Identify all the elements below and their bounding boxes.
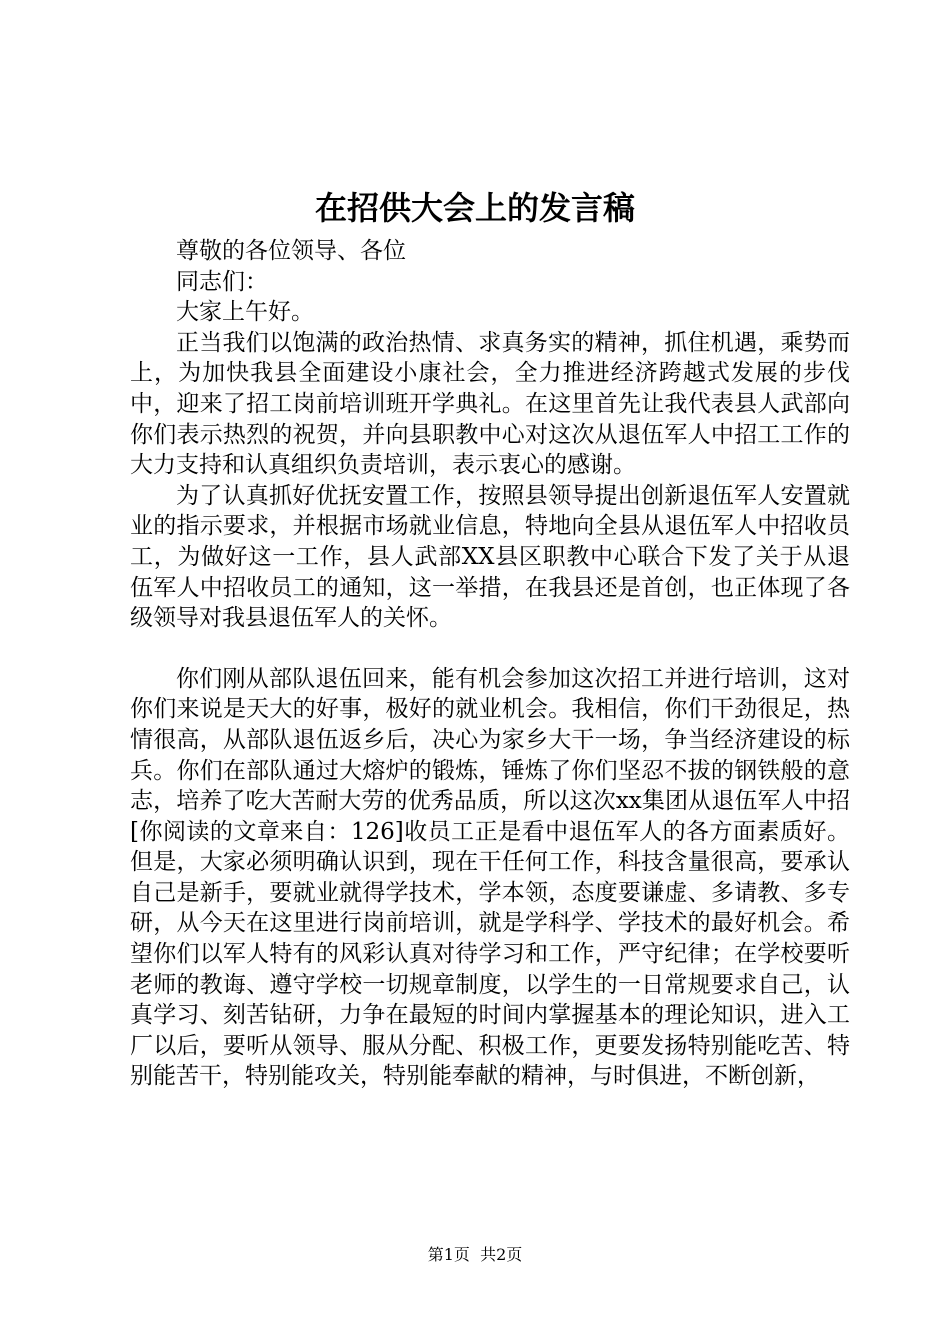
page-footer — [0, 1244, 950, 1266]
body-paragraph: 正当我们以饱满的政治热情、求真务实的精神，抓住机遇，乘势而上，为加快我县全面建设小康社会，全力推进经济跨越式发展的步伐中，迎来了招工岗前培训班开学典礼。在这里首先让我代表县人武部向你们表示热烈的祝贺，并向县职教中心对这次从退伍军人中招工工作的大力支持和认真组织负责培训，表示衷心的感谢。 — [130, 329, 850, 479]
body-paragraph: 你们刚从部队退伍回来，能有机会参加这次招工并进行培训，这对你们来说是天大的好事，极好的就业机会。我相信，你们干劲很足，热情很高，从部队退伍返乡后，决心为家乡大干一场，争当经济建设的标兵。你们在部队通过大熔炉的锻炼，锤炼了你们坚忍不拔的钢铁般的意志，培养了吃大苦耐大劳的优秀品质，所以这次xx集团从退伍军人中招[你阅读的文章来自：126]收员工正是看中退伍军人的各方面素质好。但是，大家必须明确认识到，现在干任何工作，科技含量很高，要承认自己是新手，要就业就得学技术，学本领，态度要谦虚、多请教、多专研，从今天在这里进行岗前培训，就是学科学、学技术的最好机会。希望你们以军人特有的风彩认真对待学习和工作，严守纪律；在学校要听老师的教诲、遵守学校一切规章制度，以学生的一日常规要求自己，认真学习、刻苦钻研，力争在最短的时间内掌握基本的理论知识，进入工厂以后，要听从领导、服从分配、积极工作，更要发扬特别能吃苦、特别能苦干，特别能攻关，特别能奉献的精神，与时俱进，不断创新， — [130, 665, 850, 1090]
salutation-line-2: 同志们： — [176, 268, 268, 295]
document-title: 在招供大会上的发言稿 — [314, 189, 635, 227]
body-paragraph: 为了认真抓好优抚安置工作，按照县领导提出创新退伍军人安置就业的指示要求，并根据市场就业信息，特地向全县从退伍军人中招收员工，为做好这一工作，县人武部XX县区职教中心联合下发了关于从退伍军人中招收员工的通知，这一举措，在我县还是首创，也正体现了各级领导对我县退伍军人的关怀。 — [130, 482, 850, 632]
document-body — [130, 236, 850, 1092]
greeting-line: 大家上午好。 — [176, 299, 314, 326]
page-number: 第1页 共2页 — [427, 1245, 523, 1264]
salutation-line-1: 尊敬的各位领导、各位 — [176, 238, 406, 264]
